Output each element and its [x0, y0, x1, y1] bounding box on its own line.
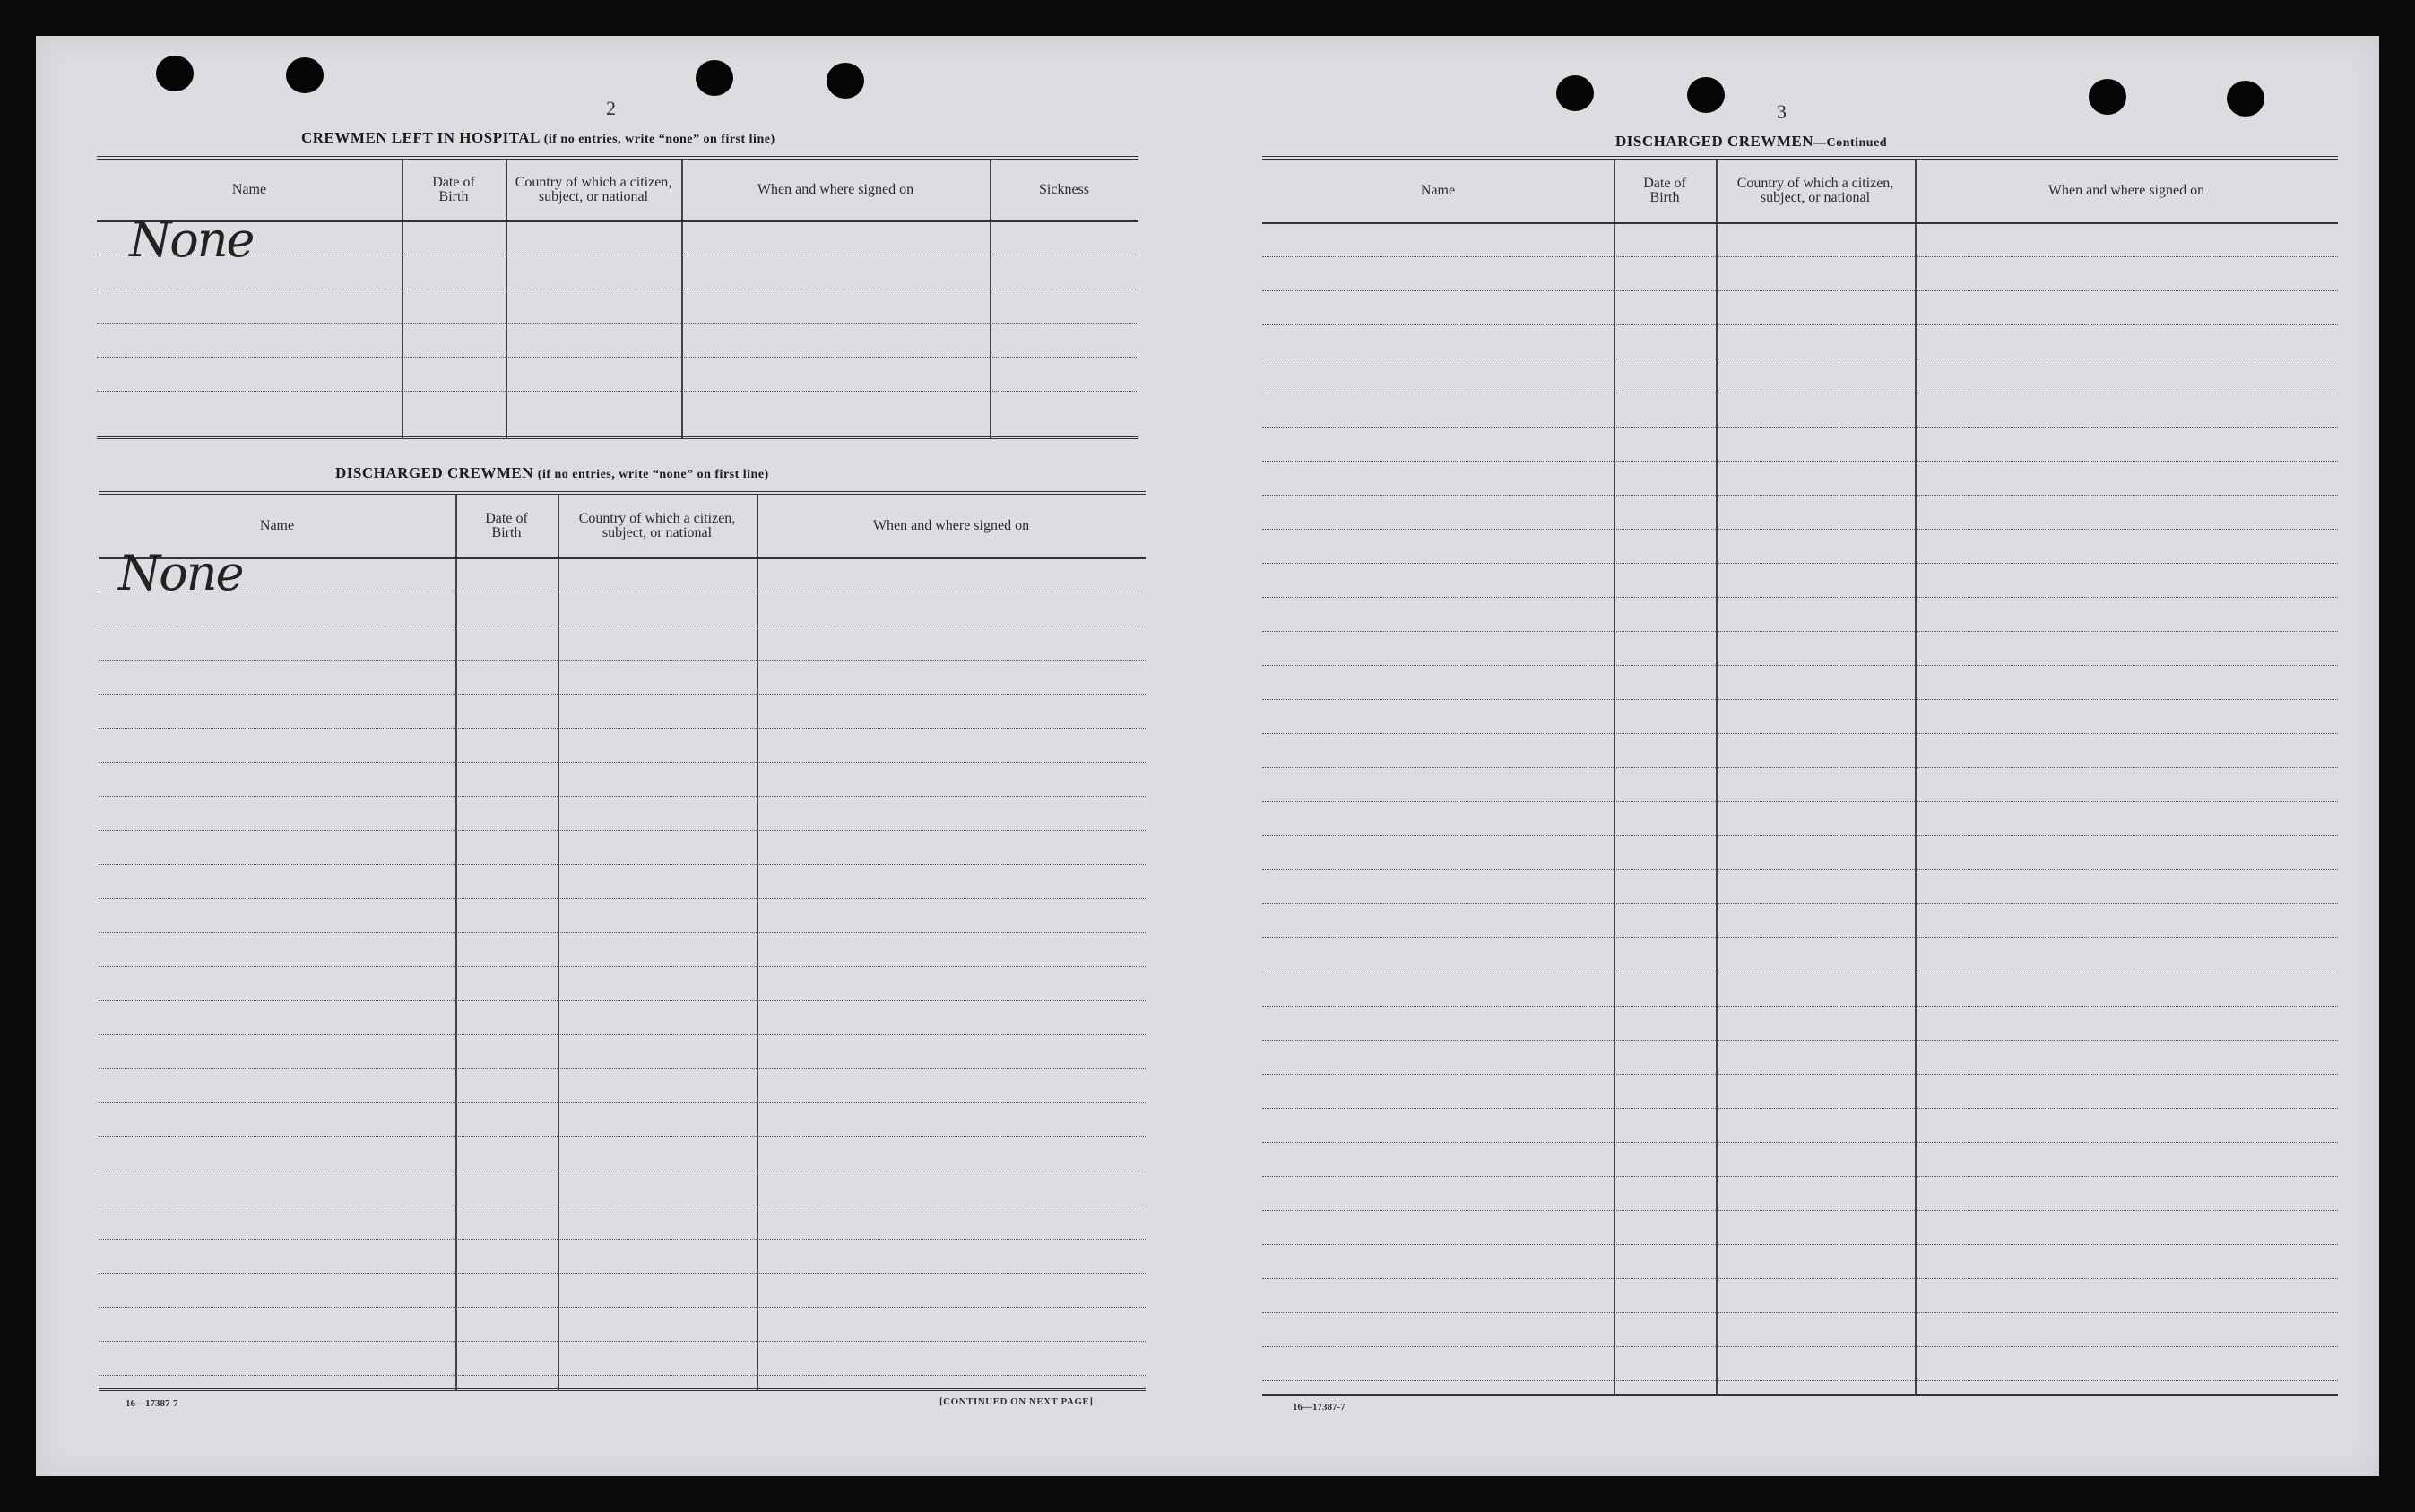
continued-title-text: DISCHARGED CREWMEN	[1615, 133, 1814, 150]
punch-hole	[1556, 75, 1594, 111]
column-divider	[1614, 160, 1615, 1396]
entry-line	[99, 1375, 1146, 1376]
entry-line	[1262, 324, 2338, 325]
header-rule	[99, 557, 1146, 559]
col-header-date-of-birth	[402, 160, 506, 220]
entry-line	[1262, 937, 2338, 938]
col-header-country	[1716, 160, 1915, 222]
col-header-name: Name	[231, 182, 267, 197]
entry-line	[1262, 427, 2338, 428]
entry-line	[1262, 529, 2338, 530]
discharged-section-title	[335, 464, 769, 482]
entry-line	[99, 1136, 1146, 1137]
continued-title-suffix: —Continued	[1813, 136, 1888, 150]
col-header-country-text: Country of which a citizen, subject, or national	[1736, 176, 1894, 205]
col-header-country	[506, 160, 681, 220]
hospital-section-title	[301, 129, 775, 147]
column-divider	[681, 160, 683, 439]
entry-line	[1262, 903, 2338, 904]
punch-hole	[156, 56, 194, 91]
entry-line	[99, 1068, 1146, 1069]
punch-hole	[2227, 81, 2264, 117]
entry-line	[99, 864, 1146, 865]
entry-line	[97, 323, 1138, 324]
col-header-country	[558, 495, 757, 557]
discharged-table-left	[99, 491, 1146, 1391]
continued-note: [CONTINUED ON NEXT PAGE]	[939, 1396, 1094, 1407]
entry-line	[1262, 631, 2338, 632]
form-code-left: 16—17387-7	[126, 1398, 178, 1409]
document-sheet	[36, 36, 2379, 1476]
entry-line	[1262, 733, 2338, 734]
entry-line	[99, 728, 1146, 729]
column-divider	[455, 495, 457, 1391]
col-header-country-text: Country of which a citizen, subject, or national	[515, 175, 672, 204]
col-header-name: Name	[259, 518, 295, 533]
entry-line	[99, 1341, 1146, 1342]
col-header-date-of-birth-text: Date of Birth	[485, 511, 528, 540]
hospital-title-text: CREWMEN LEFT IN HOSPITAL	[301, 129, 540, 146]
entry-line	[1262, 1210, 2338, 1211]
entry-line	[99, 898, 1146, 899]
discharged-table-right	[1262, 156, 2338, 1396]
entry-line	[99, 1034, 1146, 1035]
hospital-table	[97, 156, 1138, 439]
entry-line	[99, 796, 1146, 797]
entry-line	[99, 966, 1146, 967]
entry-line	[1262, 290, 2338, 291]
col-header-date-of-birth	[455, 495, 558, 557]
punch-hole	[827, 63, 864, 99]
col-header-name: Name	[1420, 183, 1456, 198]
entry-line	[1262, 1380, 2338, 1381]
hospital-title-note: (if no entries, write “none” on first line)	[543, 133, 775, 146]
col-header-country-text: Country of which a citizen, subject, or national	[578, 511, 736, 540]
column-divider	[1915, 160, 1917, 1396]
punch-hole	[1687, 77, 1725, 113]
col-header-date-of-birth	[1614, 160, 1716, 222]
entry-line	[1262, 1312, 2338, 1313]
punch-hole	[286, 57, 324, 93]
entry-line	[1262, 1278, 2338, 1279]
discharged-continued-title	[1615, 133, 1887, 151]
table-bottom-rule	[99, 1388, 1146, 1391]
column-divider	[1716, 160, 1718, 1396]
punch-hole	[2089, 79, 2126, 115]
entry-line	[1262, 801, 2338, 802]
entry-line	[99, 660, 1146, 661]
entry-line	[1262, 495, 2338, 496]
entry-line	[99, 830, 1146, 831]
col-header-signed-on: When and where signed on	[757, 182, 914, 197]
entry-line	[99, 1000, 1146, 1001]
entry-line	[1262, 1006, 2338, 1007]
entry-line	[1262, 563, 2338, 564]
form-code-right: 16—17387-7	[1293, 1402, 1346, 1413]
entry-line	[99, 932, 1146, 933]
table-bottom-rule	[1262, 1394, 2338, 1396]
entry-line	[1262, 699, 2338, 700]
column-divider	[757, 495, 758, 1391]
header-rule	[1262, 222, 2338, 224]
entry-line	[1262, 461, 2338, 462]
discharged-entry-handwritten: None	[118, 545, 243, 601]
column-divider	[558, 495, 559, 1391]
col-header-signed-on: When and where signed on	[872, 518, 1030, 533]
entry-line	[1262, 767, 2338, 768]
entry-line	[99, 694, 1146, 695]
entry-line	[1262, 1176, 2338, 1177]
entry-line	[1262, 1074, 2338, 1075]
entry-line	[1262, 1346, 2338, 1347]
entry-line	[99, 1307, 1146, 1308]
entry-line	[1262, 665, 2338, 666]
entry-line	[1262, 1108, 2338, 1109]
entry-line	[97, 357, 1138, 358]
page-number-right: 3	[1777, 100, 1787, 123]
col-header-sickness: Sickness	[1039, 182, 1089, 197]
discharged-title-text: DISCHARGED CREWMEN	[335, 464, 534, 481]
entry-line	[1262, 1244, 2338, 1245]
entry-line	[99, 1102, 1146, 1103]
column-divider	[990, 160, 991, 439]
column-divider	[506, 160, 507, 439]
punch-hole	[696, 60, 733, 96]
entry-line	[1262, 256, 2338, 257]
entry-line	[1262, 835, 2338, 836]
col-header-date-of-birth-text: Date of Birth	[1643, 176, 1686, 205]
page-number-left: 2	[606, 97, 616, 119]
table-bottom-rule	[97, 436, 1138, 439]
entry-line	[1262, 597, 2338, 598]
entry-line	[99, 1239, 1146, 1240]
hospital-entry-handwritten: None	[129, 212, 254, 268]
entry-line	[99, 762, 1146, 763]
entry-line	[99, 1273, 1146, 1274]
entry-line	[97, 391, 1138, 392]
entry-line	[1262, 1142, 2338, 1143]
column-divider	[402, 160, 403, 439]
col-header-signed-on: When and where signed on	[2047, 183, 2205, 198]
discharged-title-note: (if no entries, write “none” on first line)	[537, 468, 769, 481]
entry-line	[1262, 1040, 2338, 1041]
entry-line	[1262, 869, 2338, 870]
col-header-date-of-birth-text: Date of Birth	[432, 175, 475, 204]
